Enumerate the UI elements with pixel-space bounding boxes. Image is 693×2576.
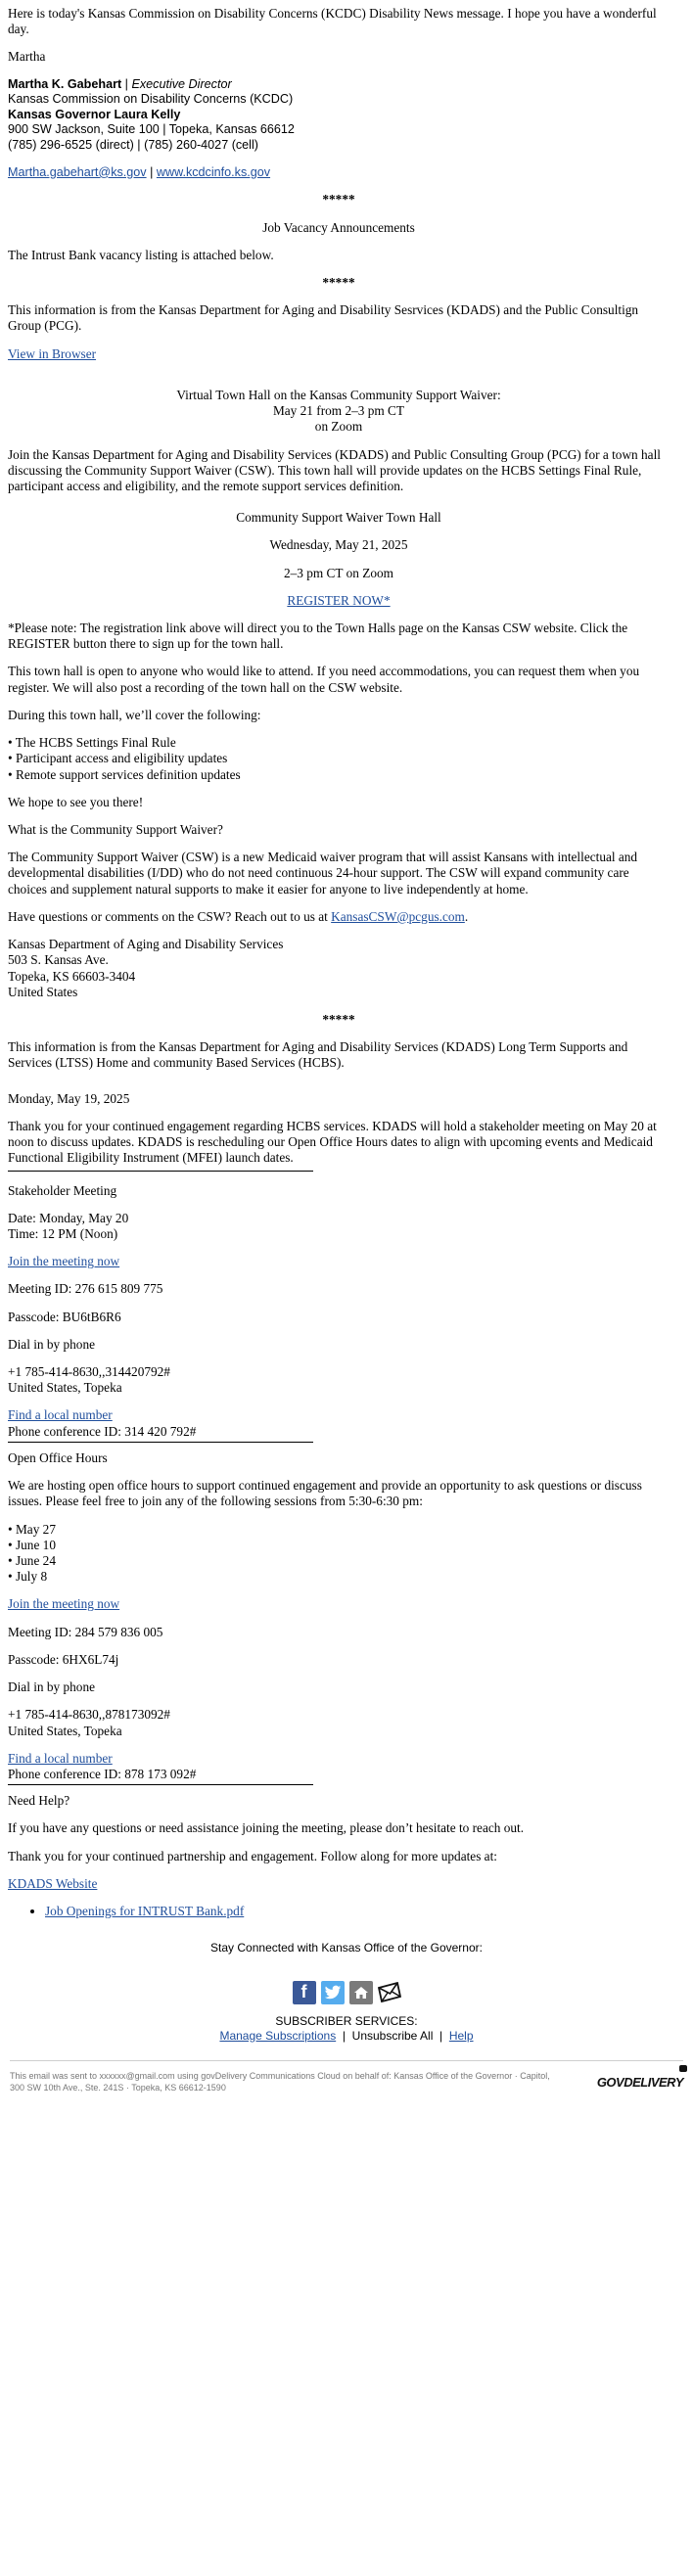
signature-pipe: | (124, 76, 128, 91)
subscriber-links (0, 2029, 693, 2044)
stakeholder-heading: Stakeholder Meeting (8, 1182, 117, 1198)
job-heading: Job Vacancy Announcements (262, 219, 415, 235)
signature-org: Kansas Commission on Disability Concerns (KCDC) (8, 92, 294, 107)
office-meeting-id: Meeting ID: 284 579 836 005 (8, 1624, 163, 1639)
update-date: Monday, May 19, 2025 (8, 1090, 130, 1106)
facebook-icon[interactable]: f (293, 1981, 316, 2004)
address-line: United States (8, 984, 78, 999)
kdads-website-link[interactable]: KDADS Website (8, 1875, 98, 1891)
help-heading: Need Help? (8, 1793, 70, 1809)
sender-first-name: Martha (8, 49, 46, 65)
attachments-list (8, 1904, 670, 1919)
signature-links-separator: | (150, 164, 154, 179)
stakeholder-conference-id: Phone conference ID: 314 420 792# (8, 1423, 197, 1439)
kdads-source-1: This information is from the Kansas Department for Aging and Disability Sesrvices (KDADS) and the Public Consultign Group (PCG). (8, 302, 639, 334)
office-date-item: • June 10 (8, 1537, 56, 1552)
signature-website-link[interactable]: www.kcdcinfo.ks.gov (156, 164, 271, 179)
job-text: The Intrust Bank vacancy listing is attached below. (8, 247, 274, 262)
unsubscribe-all-link[interactable]: Unsubscribe All (351, 2028, 434, 2043)
stakeholder-phone: +1 785-414-8630,,314420792# (8, 1364, 170, 1380)
twitter-icon[interactable] (321, 1981, 345, 2004)
signature-title: Executive Director (131, 76, 232, 91)
office-date-item: • July 8 (8, 1569, 48, 1585)
office-passcode: Passcode: 6HX6L74j (8, 1651, 119, 1667)
topic-item: • Participant access and eligibility updates (8, 751, 228, 766)
signature-governor: Kansas Governor Laura Kelly (8, 107, 181, 121)
horizontal-rule (8, 1442, 313, 1443)
stakeholder-time: Time: 12 PM (Noon) (8, 1225, 118, 1241)
horizontal-rule (8, 1171, 313, 1172)
signature-address: 900 SW Jackson, Suite 100 | Topeka, Kansas 66612 (8, 122, 295, 137)
stakeholder-join-link[interactable]: Join the meeting now (8, 1254, 120, 1269)
csw-question: What is the Community Support Waiver? (8, 822, 223, 837)
signature-block (8, 77, 670, 181)
manage-subscriptions-link[interactable]: Manage Subscriptions (219, 2028, 337, 2043)
address-line: Kansas Department of Aging and Disability Services (8, 937, 284, 952)
office-dates-list (8, 1522, 670, 1586)
section-divider: ***** (322, 192, 355, 207)
speech-bubble-icon (679, 2065, 687, 2072)
town-hall-title-line1: Virtual Town Hall on the Kansas Community Support Waiver: (176, 387, 501, 402)
stakeholder-meeting-id: Meeting ID: 276 615 809 775 (8, 1281, 163, 1297)
open-to-all-text: This town hall is open to anyone who would like to attend. If you need accommodations, you can request them when you register. We will also post a recording of the town hall on the CSW website. (8, 664, 640, 695)
event-time: 2–3 pm CT on Zoom (283, 565, 394, 580)
signature-links (8, 165, 670, 181)
office-join-link[interactable]: Join the meeting now (8, 1596, 120, 1612)
footer-separator: | (342, 2028, 346, 2043)
office-phone-block (8, 1707, 670, 1738)
signature-name-line (8, 77, 670, 93)
stakeholder-passcode: Passcode: BU6tB6R6 (8, 1309, 121, 1324)
stay-connected-text: Stay Connected with Kansas Office of the Governor: (210, 1941, 483, 1955)
help-link[interactable]: Help (448, 2028, 474, 2043)
event-date: Wednesday, May 21, 2025 (269, 537, 408, 553)
address-line: Topeka, KS 66603-3404 (8, 968, 136, 984)
topics-list (8, 735, 670, 783)
legal-footer (10, 2060, 683, 2099)
address-line: 503 S. Kansas Ave. (8, 952, 109, 968)
footer (0, 1941, 693, 2043)
office-find-local-link[interactable]: Find a local number (8, 1750, 113, 1766)
stakeholder-date: Date: Monday, May 20 (8, 1210, 129, 1225)
help-text: If you have any questions or need assistance joining the meeting, please don’t hesitate to reach out. (8, 1820, 525, 1836)
csw-email-link[interactable]: KansasCSW@pcgus.com (331, 908, 465, 924)
social-icons (0, 1981, 693, 2004)
registration-note: *Please note: The registration link above will direct you to the Town Halls page on the Kansas CSW website. Click the REGISTER button there to sign up for the town hall. (8, 621, 628, 652)
office-dial-label: Dial in by phone (8, 1679, 96, 1695)
office-hours-text: We are hosting open office hours to support continued engagement and provide an opportunity to ask questions or discuss issues. Please feel free to join any of the following sessions from 5:30-6:30 pm: (8, 1478, 642, 1509)
hcbs-thanks-text: Thank you for your continued engagement regarding HCBS services. KDADS will hold a stakeholder meeting on May 20 at noon to discuss updates. KDADS is rescheduling our Open Office Hours dates to align with upcoming events and Medicaid Functional Eligibility Instrument (MFEI) launch dates. (8, 1118, 657, 1166)
office-location: United States, Topeka (8, 1723, 122, 1738)
govdelivery-logo (597, 2071, 683, 2091)
event-name: Community Support Waiver Town Hall (236, 510, 441, 526)
stakeholder-find-local-link[interactable]: Find a local number (8, 1407, 113, 1423)
subscriber-label: SUBSCRIBER SERVICES: (275, 2013, 418, 2028)
register-now-link[interactable]: REGISTER NOW* (287, 592, 391, 608)
footer-separator: | (439, 2028, 443, 2043)
stakeholder-datetime (8, 1211, 670, 1242)
office-conference-id: Phone conference ID: 878 173 092# (8, 1766, 197, 1781)
topic-item: • The HCBS Settings Final Rule (8, 735, 176, 751)
view-in-browser-link[interactable]: View in Browser (8, 345, 97, 361)
town-hall-title-line2: May 21 from 2–3 pm CT (272, 403, 405, 419)
kdads-address (8, 937, 670, 1000)
attachment-link[interactable]: Job Openings for INTRUST Bank.pdf (45, 1904, 245, 1919)
signature-phones: (785) 296-6525 (direct) | (785) 260-4027 (cell) (8, 138, 258, 153)
csw-contact-text: Have questions or comments on the CSW? Reach out to us at (8, 908, 332, 924)
office-hours-heading: Open Office Hours (8, 1449, 108, 1465)
horizontal-rule (8, 1784, 313, 1785)
stakeholder-local-block (8, 1407, 670, 1439)
section-divider: ***** (322, 274, 355, 290)
kdads-source-2: This information is from the Kansas Department for Aging and Disability Services (KDADS) Long Term Supports and Services (LTSS) Home and community Based Services (HCBS). (8, 1039, 628, 1071)
town-hall-title-line3: on Zoom (314, 419, 363, 435)
attachment-item (45, 1904, 670, 1919)
hope-text: We hope to see you there! (8, 794, 144, 809)
csw-answer: The Community Support Waiver (CSW) is a new Medicaid waiver program that will assist Kansans with intellectual and developmental disabilities (I/DD) who do not need continuous 24-hour support. The CSW will expand community care choices and supplement natural supports to make it easier for anyone to live independently at home. (8, 850, 638, 897)
office-local-block (8, 1751, 670, 1782)
signature-name: Martha K. Gabehart (8, 76, 122, 91)
office-date-item: • May 27 (8, 1521, 56, 1537)
home-icon[interactable] (349, 1981, 373, 2004)
section-divider: ***** (322, 1011, 355, 1027)
town-hall-title (8, 388, 670, 436)
topic-item: • Remote support services definition updates (8, 766, 241, 782)
stakeholder-location: United States, Topeka (8, 1380, 122, 1396)
stakeholder-dial-label: Dial in by phone (8, 1336, 96, 1352)
csw-contact-end: . (464, 908, 469, 924)
partnership-text: Thank you for your continued partnership and engagement. Follow along for more updates at: (8, 1848, 497, 1863)
govdelivery-wordmark: GOVDELIVERY (596, 2075, 683, 2091)
town-hall-join-text: Join the Kansas Department for Aging and Disability Services (KDADS) and Public Consulting Group (PCG) for a town hall discussing the Community Support Waiver (CSW). This town hall will provide updates on the HCBS Settings Final Rule, participant access and eligibility, and the remote support services definition. (8, 446, 661, 493)
signature-email-link[interactable]: Martha.gabehart@ks.gov (8, 164, 147, 179)
csw-contact (8, 909, 670, 925)
legal-text: This email was sent to xxxxxx@gmail.com using govDelivery Communications Cloud on behalf of: Kansas Office of the Governor · Capitol, 300 SW 10th Ave., Ste. 241S · Topeka, KS 66612-1590 (10, 2071, 550, 2093)
stakeholder-phone-block (8, 1364, 670, 1396)
office-phone: +1 785-414-8630,,878173092# (8, 1707, 170, 1723)
email-icon[interactable] (378, 1981, 401, 2004)
cover-intro: During this town hall, we’ll cover the following: (8, 707, 261, 722)
office-date-item: • June 24 (8, 1553, 56, 1568)
intro-message: Here is today's Kansas Commission on Disability Concerns (KCDC) Disability News message. I hope you have a wonderful day. (8, 6, 657, 37)
